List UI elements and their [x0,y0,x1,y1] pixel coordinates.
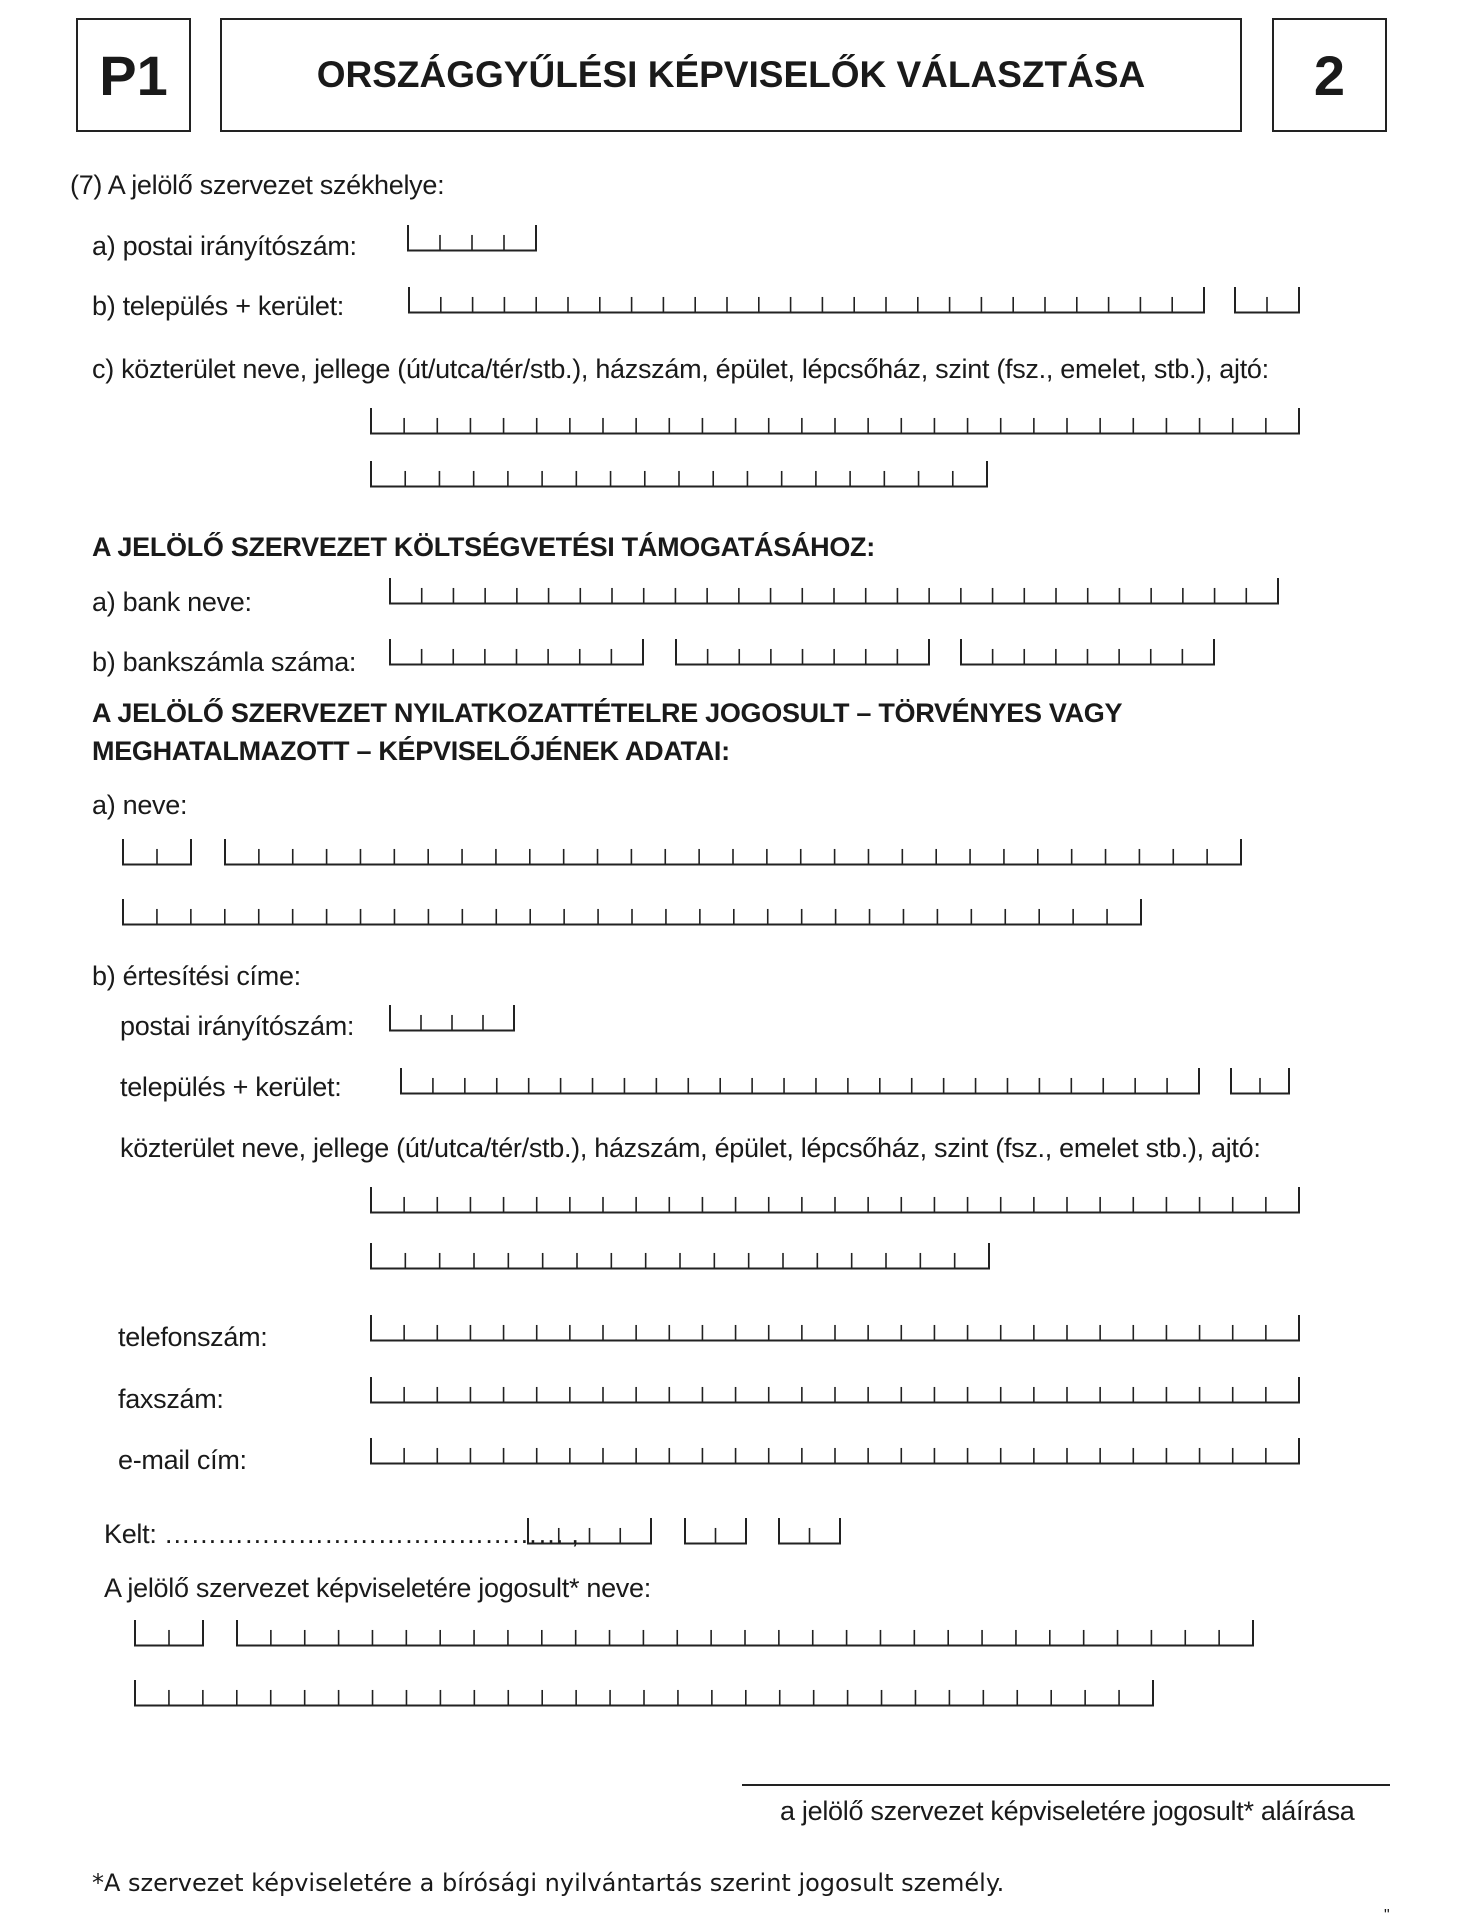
authorized-prefix-field[interactable] [134,1619,204,1647]
representative-name-field-1[interactable] [224,838,1242,866]
seat-settlement-field[interactable] [408,286,1205,314]
representative-street-field-1[interactable] [370,1186,1300,1214]
bank-account-label: b) bankszámla száma: [92,647,357,677]
date-day-field[interactable] [778,1517,841,1545]
representative-name-label: a) neve: [92,790,188,820]
corner-mark: " [1384,1907,1390,1924]
representative-street-label: közterület neve, jellege (út/utca/tér/stb.), házszám, épület, lépcsőház, szint (fsz., emelet stb.), ajtó: [120,1133,1261,1163]
representative-postal-code-field[interactable] [389,1004,515,1032]
representative-street-field-2[interactable] [370,1242,990,1270]
fax-field[interactable] [370,1376,1300,1404]
representative-postal-label: postai irányítószám: [120,1011,355,1041]
seat-street-field-1[interactable] [370,407,1300,435]
phone-label: telefonszám: [118,1322,268,1352]
bank-account-field-1[interactable] [389,638,644,666]
seat-settlement-label: b) település + kerület: [92,291,344,321]
bank-name-field[interactable] [389,577,1279,605]
signature-line[interactable] [742,1784,1390,1786]
page-title: ORSZÁGGYŰLÉSI KÉPVISELŐK VÁLASZTÁSA [316,54,1146,95]
form-code: P1 [99,43,168,107]
date-month-field[interactable] [684,1517,747,1545]
representative-heading-line-1: A JELÖLŐ SZERVEZET NYILATKOZATTÉTELRE JOGOSULT – TÖRVÉNYES VAGY [92,698,1123,728]
page-number: 2 [1313,43,1346,107]
seat-street-label: c) közterület neve, jellege (út/utca/tér/stb.), házszám, épület, lépcsőház, szint (fsz., emelet, stb.), ajtó: [92,354,1269,384]
seat-district-field[interactable] [1234,286,1300,314]
authorized-name-label: A jelölő szervezet képviseletére jogosult* neve: [104,1573,651,1603]
bank-account-field-3[interactable] [960,638,1215,666]
fax-label: faxszám: [118,1384,224,1414]
footnote: *A szervezet képviseletére a bírósági nyilvántartás szerint jogosult személy. [92,1869,1005,1897]
date-label: Kelt: ……………………………………… , [104,1519,579,1549]
seat-heading: (7) A jelölő szervezet székhelye: [70,170,445,200]
representative-settlement-label: település + kerület: [120,1072,342,1102]
email-field[interactable] [370,1437,1300,1465]
bank-account-field-2[interactable] [675,638,930,666]
page-number-box [1272,18,1387,132]
seat-postal-code-field[interactable] [407,224,537,252]
authorized-name-field-1[interactable] [236,1619,1254,1647]
authorized-name-field-2[interactable] [134,1679,1154,1707]
seat-postal-label: a) postai irányítószám: [92,231,357,261]
email-label: e-mail cím: [118,1445,247,1475]
seat-street-field-2[interactable] [370,460,988,488]
phone-field[interactable] [370,1314,1300,1342]
budget-heading: A JELÖLŐ SZERVEZET KÖLTSÉGVETÉSI TÁMOGATÁSÁHOZ: [92,532,875,562]
representative-heading-line-2: MEGHATALMAZOTT – KÉPVISELŐJÉNEK ADATAI: [92,736,730,766]
form-code-box [76,18,191,132]
date-year-field[interactable] [527,1517,652,1545]
bank-name-label: a) bank neve: [92,587,252,617]
representative-name-field-2[interactable] [122,898,1142,926]
representative-district-field[interactable] [1230,1067,1290,1095]
title-box [220,18,1242,132]
signature-caption: a jelölő szervezet képviseletére jogosult* aláírása [780,1796,1355,1826]
representative-prefix-field[interactable] [122,838,192,866]
representative-settlement-field[interactable] [400,1067,1200,1095]
representative-address-label: b) értesítési címe: [92,961,301,991]
